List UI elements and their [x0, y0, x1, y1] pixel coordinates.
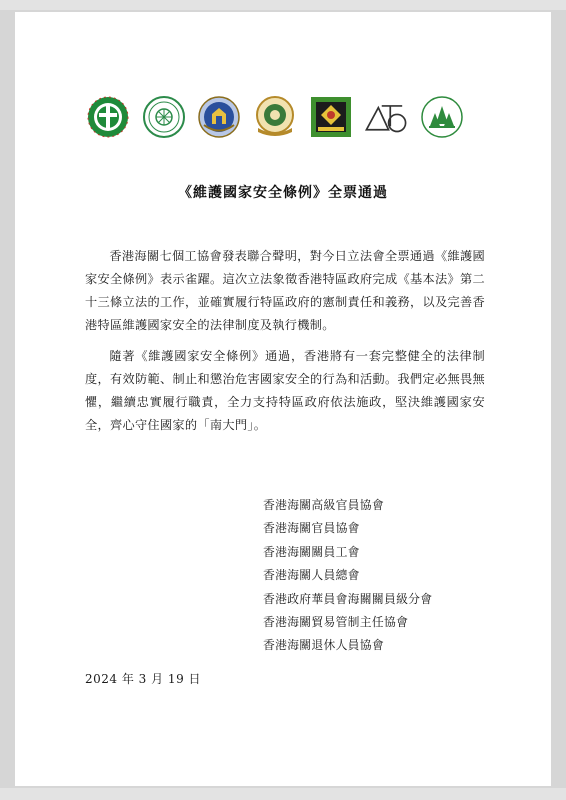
signatory-item: 香港海關高級官員協會	[263, 498, 384, 512]
bottom-border	[0, 788, 566, 800]
signatory-item: 香港海關退休人員協會	[263, 638, 384, 653]
association-emblem-tree-icon	[419, 94, 465, 140]
signatory-item: 香港海關貿易管制主任協會	[263, 615, 409, 630]
association-emblem-green-icon	[85, 94, 131, 140]
paragraph-commitment: 隨著《維護國家安全條例》通過，香港將有一套完整健全的法律制度，有效防範、制止和懲治危害國家安全的行為和活動。我們定必無畏無懼，繼續忠實履行職責，全力支持特區政府依法施政，堅決維護國家安全，齊心守住國家的「南大門」。	[85, 349, 485, 433]
association-emblem-gold-icon	[252, 94, 298, 140]
signatory-item: 香港海關官員協會	[263, 521, 360, 536]
paragraph-statement: 香港海關七個工協會發表聯合聲明，對今日立法會全票通過《維護國家安全條例》表示雀躍。這次立法象徵香港特區政府完成《基本法》第二十三條立法的工作，並確實履行特區政府的憲制責任和義務，以及完善香港特區維護國家安全的法律制度及執行機制。	[85, 249, 485, 333]
document-date: 2024 年 3 月 19 日	[85, 672, 202, 686]
signatory-item: 香港海關關員工會	[263, 544, 360, 559]
top-border	[0, 0, 566, 10]
logo-row	[85, 86, 465, 148]
association-emblem-square-icon	[308, 94, 354, 140]
document-title: 《維護國家安全條例》全票通過	[178, 185, 388, 201]
signatory-item: 香港海關人員總會	[263, 568, 360, 583]
association-emblem-blue-icon	[196, 94, 242, 140]
signatory-item: 香港政府華員會海關關員級分會	[263, 591, 433, 606]
signatory-list	[263, 494, 503, 658]
association-emblem-outline-icon	[363, 94, 409, 140]
association-emblem-circle-icon	[141, 94, 187, 140]
